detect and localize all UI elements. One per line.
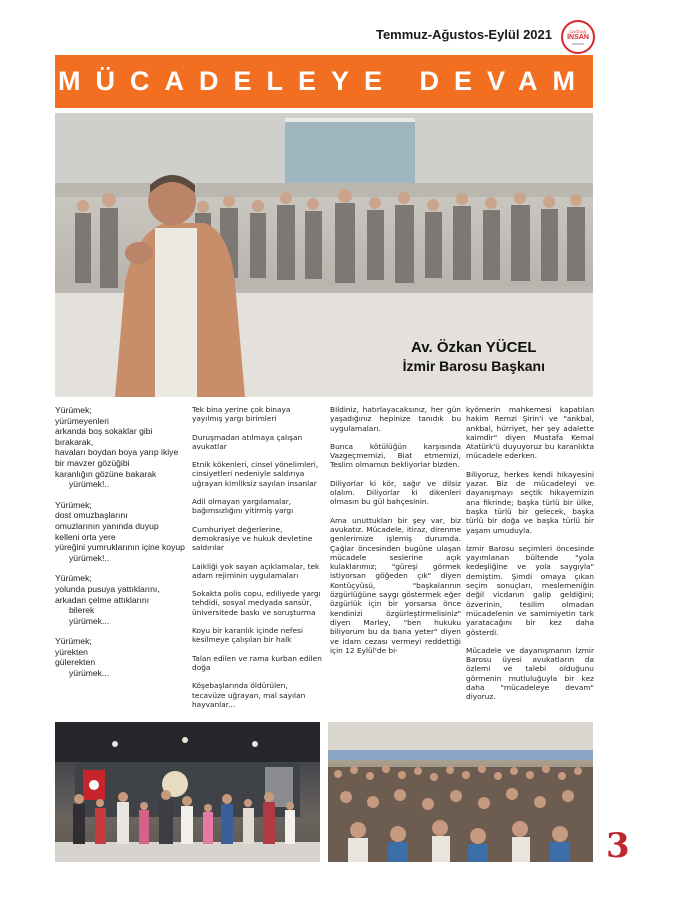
paragraph: Talan edilen ve rama kurban edilen doğa bbox=[192, 653, 322, 672]
paragraph: Tek bina yerine çok binaya yayılmış yargı birimleri bbox=[192, 405, 291, 424]
magazine-logo bbox=[561, 20, 595, 54]
poem-line: yürekten bbox=[55, 646, 88, 657]
poem-line: omuzlarının yanında duyup bbox=[55, 520, 159, 531]
page-number: 3 bbox=[606, 826, 630, 866]
poem-line: yüreğini yumruklarının içine koyup bbox=[55, 542, 185, 553]
paragraph: Koyu bir karanlık içinde nefesi kesilmeye çalışılan bir halk bbox=[192, 626, 303, 645]
poem-line: arkadan çelme attıklarını bbox=[55, 594, 150, 605]
poem-line: arkanda boş sokaklar gibi bbox=[55, 426, 153, 437]
paragraph: İzmir Barosu seçimleri öncesinde yayımlanan bültende "yola kedeşliğine ve yola saygıyla" demiştim. Şimdi omaya çıkan seçim sonuçları, meslemeniğin değil vicdanın galip geldiğini; özverinin, tesilim olmadan mücadelenin ve samimiyetin tark yaratacağını bir kez daha gösterdi. bbox=[466, 543, 594, 637]
paragraph: Ama unuttukları bir şey var, biz avukatız. Mücadele, itiraz, direnme genlerimize işlemiş durumda. Çağlar öncesinden bugüne ulaşan mücadele seslerine açık kulaklarımız; "güreşi görmek istiyorsan göğeden çık" diyen Kontüçyüsü, "başkalarının özgürlüğüne saygı göstermek eğer özgürlük için bir yorsarsa önce kendinizi özgürleştirmelisiniz" diyen Marley, "ben hukuku biliyorum bu da bana yeter" diyen ve idam cezası vermeyi reddettiği için 12 Eylül'de bi- bbox=[330, 515, 461, 655]
paragraph: Bunca kötülüğün karşısında Vazgeçmemizi, Biat etmemizi, Teslim olmamızı bekliyorlar bizden. bbox=[330, 441, 461, 470]
paragraph: Etnik kökenleri, cinsel yönelimleri, cinsiyetleri nedeniyle saldırıya uğrayan kimliksiz sayılan insanlar bbox=[192, 460, 319, 488]
poem-stanza bbox=[55, 405, 185, 490]
text-column-2 bbox=[192, 405, 323, 718]
poem-column bbox=[55, 405, 185, 689]
photo-caption bbox=[403, 339, 545, 374]
poem-line: yürümek!.. bbox=[69, 552, 110, 563]
poem-line: kelleni orta yere bbox=[55, 531, 116, 542]
poem-stanza bbox=[55, 500, 185, 564]
poem-line: Yürümek; bbox=[55, 573, 92, 584]
poem-line: yolunda pusuya yattıklarını, bbox=[55, 583, 160, 594]
text-column-3 bbox=[330, 405, 461, 664]
poem-stanza bbox=[55, 636, 185, 678]
title-banner bbox=[55, 55, 593, 108]
paragraph: Bildiniz, hatırlayacaksınız, her gün yaşadığınız hepinize tanıdık bu uygulamaları. bbox=[330, 405, 461, 433]
hero-photo bbox=[55, 113, 593, 397]
poem-line: yürümek... bbox=[69, 615, 110, 626]
poem-stanza bbox=[55, 573, 185, 626]
text-column-4 bbox=[466, 405, 594, 711]
paragraph: kyömerin mahkemesi kapatılan hakim Remzi Şirin'i ve "ankbal, ankbal, hürriyet, her şey adalette kaimdir" diyen Mustafa Kemal Atatürk'ü duyuyoruz bu karanlıkta mücadele ederken. bbox=[466, 405, 594, 461]
paragraph: Mücadele ve dayanışmanın İzmir Barosu üyesi avukatların da özlemi ve talebi olduğunu görmenin mutluluğuyla bir kez daha "mücadeleye devam" diyoruz. bbox=[466, 645, 594, 702]
paragraph: Sokakta polis copu, ediliyede yargı tehdidi, sosyal medyada sansür, üniversitede baskı ve soruşturma bbox=[192, 589, 321, 617]
logo-line-3: HUKUKU bbox=[571, 41, 585, 46]
paragraph: Köşebaşlarında öldürülen, tecavüze uğrayan, mal sayılan hayvanlar... bbox=[192, 681, 306, 709]
paragraph: Adil olmayan yargılamalar, bağımsızlığını yitirmiş yargı bbox=[192, 497, 294, 516]
caption-role: İzmir Barosu Başkanı bbox=[402, 358, 545, 374]
poem-line: karanlığın gözüne bakarak bbox=[55, 468, 157, 479]
paragraph: Duruşmadan atılmaya çalışan avukatlar bbox=[192, 432, 303, 451]
poem-line: bırakarak, bbox=[55, 436, 94, 447]
event-photo-stage bbox=[55, 722, 320, 862]
paragraph: Cumhuriyet değerlerine, demokrasiye ve hukuk devletine saldırılar bbox=[192, 524, 313, 553]
poem-line: Yürümek; bbox=[55, 499, 92, 510]
poem-line: dost omuzbaşlarını bbox=[55, 510, 128, 521]
poem-line: havaları boydan boya yarıp ikiye bbox=[55, 447, 179, 458]
paragraph: Biliyoruz, herkes kendi hikayesini yazar. Biz de mücadeleyi ve dayanışmayı seçtik hikayemizin ana fikrinde; başka türlü bir ülke, başka türlü bir gelecek, başka türlü bir doğa ve başka türlü bir yaşam umuduyla. bbox=[466, 469, 594, 535]
poem-line: Yürümek; bbox=[55, 405, 92, 415]
logo-line-2: İNSAN bbox=[567, 33, 589, 41]
paragraph: Laikliği yok sayan açıklamalar, tek adam rejiminin uygulamaları bbox=[192, 561, 320, 580]
event-photo-stage-illustration bbox=[55, 722, 320, 862]
poem-line: yürümek... bbox=[69, 668, 110, 679]
poem-line: yürümeyenleri bbox=[55, 415, 109, 426]
logo-line-1: ÇAĞDAŞ bbox=[569, 28, 587, 34]
issue-date: Temmuz-Ağustos-Eylül 2021 bbox=[375, 27, 552, 42]
poem-line: bilerek bbox=[69, 605, 95, 616]
article-title: MÜCADELEYE DEVAM bbox=[57, 66, 591, 96]
poem-line: Yürümek; bbox=[55, 636, 92, 647]
event-photo-crowd-illustration bbox=[328, 722, 593, 862]
poem-line: gülerekten bbox=[55, 657, 96, 668]
paragraph: Diliyorlar ki kör, sağır ve dilsiz olalım. Diliyorlar ki dikenleri olmasın bu gül bahçesinin. bbox=[330, 478, 461, 507]
event-photo-crowd bbox=[328, 722, 593, 862]
poem-line: yürümek!.. bbox=[69, 479, 110, 490]
poem-line: bir mavzer gözüğibi bbox=[55, 457, 130, 468]
caption-name: Av. Özkan YÜCEL bbox=[411, 339, 537, 356]
